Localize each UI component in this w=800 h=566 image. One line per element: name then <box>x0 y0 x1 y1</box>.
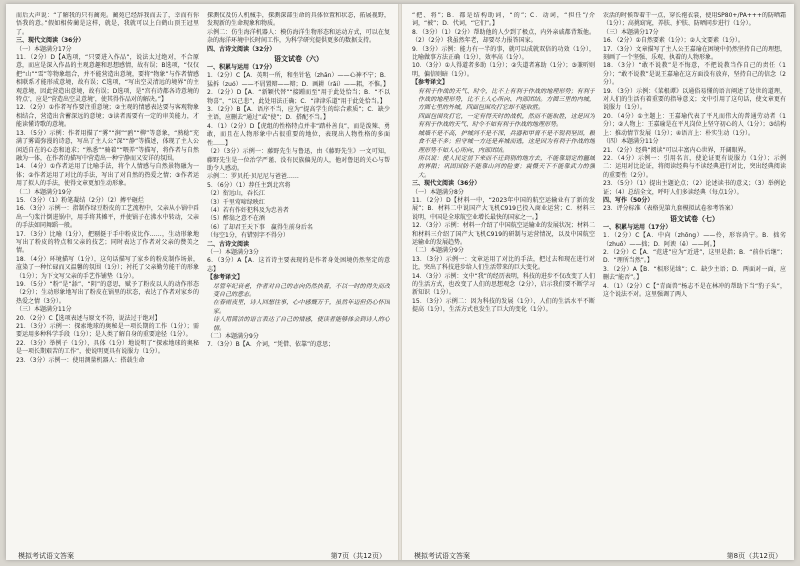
translation-paragraph: 在春雨夜里，诗人回想往事，心中感慨万千，虽然年迈但仍心怀国家。 <box>213 299 390 315</box>
answer-paragraph: （一）本题满分8分 <box>412 188 464 196</box>
answer-paragraph: （三）本题满分17分 <box>603 28 659 36</box>
answer-paragraph: 20．（2分）C【选项表述与原文不符，说法过于绝对】 <box>16 314 161 322</box>
answer-paragraph: 13．（3分）示例一：文章运用了对比的手法，把过去和现在进行对比，突出了科技进步给人们生活带来的巨大变化。 <box>412 255 595 272</box>
reference-heading: 【参考译文】 <box>412 79 449 87</box>
section-heading: 四、写作（50分） <box>603 196 654 204</box>
section-heading: 三、现代文阅读（36分） <box>412 180 481 188</box>
answer-sheet-scan <box>6 4 794 560</box>
answer-paragraph: 21．（2分）经典“阅读”可以丰富内心世界，开阔眼界。 <box>603 146 750 154</box>
answer-paragraph: 7．（3分）B【A．介词，“凭借、依靠”的意思； <box>207 341 335 349</box>
answer-paragraph: 3．（2分）A【B．“相形见绌”；C．缺少主语；D．两面对一面，应删去“能否”。】 <box>603 265 786 282</box>
answer-paragraph: （2）衔远山，吞长江 <box>207 190 265 198</box>
answer-paragraph: （四）本题满分11分 <box>603 138 659 146</box>
answer-paragraph: （二）本题满分9分 <box>412 247 464 255</box>
answer-paragraph: 示例二：罗贝托·贝尼尼与爸爸…… <box>207 173 299 181</box>
answer-paragraph: 1．（2分）C【A．英明一所，和坐针毡（zhān）——心神不宁；B．猛拆（zuó）——不屑置辩——辩；D．画耕（rǎi）——耜，不惟。】 <box>207 72 390 88</box>
answer-paragraph: 9．（3分）示例：能力有一半的事，就可以成就双倍的功效（1分），比喻做事方法正确（1分），效率高（1分）。 <box>412 45 595 62</box>
column-3 <box>412 12 595 534</box>
answer-paragraph: 2．（2分）C【A．“范进”应为“近进”，这里是指；B．“前仆后继”；D．“理所当然”。】 <box>603 248 786 265</box>
reference-heading: 【参考译文】 <box>207 274 244 282</box>
answer-paragraph: （5）醉翁之意不在酒 <box>207 215 265 223</box>
answer-paragraph: 11．（2分）D【材料一中，“2023年中国的航空运输业有了新的发展”；B．材料二中说国产大飞机C919已投入商业运营；C．材料三说明，中国是全球航空业增长最快的国家之一。】 <box>412 196 595 221</box>
answer-paragraph: （4）若有作奸犯科及为忠善者 <box>207 206 289 214</box>
section-heading: 四、古诗文阅读（32分） <box>207 45 276 53</box>
answer-paragraph: 1．（2分）C【A．中向（zhōng）——伶，形容尚宁。B．拙劣（zhuō）——拙；D．阿谀（ē）——阿。】 <box>603 232 786 248</box>
answer-paragraph: 14．（3分）示例：文中“我”的经历表明，科技的进步不仅改变了人们的生活方式，也改变了人们的思想观念（2分），启示我们要不断学习新知识（1分）。 <box>412 272 595 297</box>
answer-paragraph: （6）了却君王天下事 赢得生前身后名 <box>207 223 313 231</box>
footer-page-number: 第8页（共12页） <box>726 552 782 560</box>
translation-paragraph: 有利于作战的天气、时令，比不上有利于作战的地理形势；有利于作战的地理形势，比不上人心所向、内部团结。方圆三里的内城，方圆七里的外城，四面包围攻打它却不能取胜。 <box>418 87 595 112</box>
answer-paragraph: 18．（3分）“敢不说教”是不悔意，不把说教当作自己的责任（1分）；“敢不说教”是说王嘉瑜在这方面没有放弃，坚持自己的信念（2分）。 <box>603 62 786 87</box>
answer-paragraph: 10．（3分）①人得道者多助（1分）；②失道者寡助（1分）；③兼听则明，偏信则暗（1分）。 <box>412 62 595 78</box>
answer-paragraph: 2．（2分）D【A．“新颖代替”“接踵而至”用于此处恰当；B．“不以物喜”，“以己悲”，此处用法正确；C．“津津乐道”用于此处恰当。】 <box>207 89 390 105</box>
translation-paragraph: 所以说：使人民定居下来而不迁到别的地方去，不能靠划定的疆域的界限；巩固国防不能靠山河的险要；震慑天下不能靠武力的强大。 <box>418 154 595 179</box>
answer-paragraph: （二）本题满分9分 <box>207 333 259 341</box>
answer-paragraph: 16．（3分）示例一：指制作绿豆粉皮的工艺流程中，父亲从小锅中舀出一勺浆汁倒进锅中，用手将其摊平，并使锅子在沸水中转动，父亲的手法如同舞蹈一般。 <box>16 205 199 230</box>
column-4 <box>603 12 786 534</box>
answer-paragraph: 示例二：仿生海洋机器人：模仿海洋生物形态和运动方式，可以在复杂的海洋环境中长时间工作，为科学研究提供更多的数据支持。 <box>207 28 390 45</box>
answer-paragraph: （2）（3分）示例一：藤野先生与鲁迅，由《藤野先生》一文可知，藤野先生是一位治学严谨、没有民族偏见的人，他对鲁迅的关心与帮助令人感动。 <box>207 148 390 172</box>
answer-paragraph: 12．（3分）示例：材料一介绍了中国航空运输业的发展状况；材料二和材料三介绍了国产大飞机C919的研制与运营情况，以及中国航空运输业的发展趋势。 <box>412 222 595 246</box>
translation-paragraph: 诗人用简洁的语言表达了自己的情感，使读者能够体会到诗人的心情。 <box>213 316 390 332</box>
column-1 <box>16 12 199 534</box>
answer-paragraph: 4．（1）（2分）D【虎组的性格特点并非“踏朴善良”，而是泼辣、勇敢，而且在人物形象中占很重要的地位，表现出人物性格的多面性……】 <box>207 122 390 147</box>
answer-paragraph: 11．（2分）D【A选项，“只要进入作品”，说法太过绝对，不合原意，而应是深入作品的主观意趣和思想感情，故有误；B选项，“仅仅把“山”“雪”等物象组合，并不能营造出意境，要将“物象”与作者情感相联系才能形成意境，故有误；C选项，“写出空灵清远的境界”的主观意境，因此营造出意境，故有误；D选项，是“宫有诗都各诗意境的特点’，应是“营造出空灵意境’，使其得作品对的解决。”】 <box>16 54 199 104</box>
answer-paragraph: （二）本题满分19分 <box>16 188 72 196</box>
answer-paragraph: （三）本题满分11分 <box>16 306 72 314</box>
answer-paragraph: 15．（3分）示例二：因为科技的发展（1分），人们的生活水平不断提高（1分），生活方式也发生了巨大的变化（1分）。 <box>412 297 595 314</box>
answer-paragraph: 农活的时候帮着干一点，穿长袍衣裳，使用SP80+/PA+++的防晒霜（1分）；高挑窈窕，养肤、护肤、防晒同步进行（1分）。 <box>603 12 786 28</box>
answer-paragraph: （一）本题满分17分 <box>16 45 72 53</box>
section-heading: 一、积累与运用（17分） <box>603 223 672 231</box>
answer-paragraph: 19．（5分）“粉”是“舔”、“阴”的意思，赋予了粉皮以人的动作形态（2分）；生动形象地写出了粉皮在锅里的状态，表达了作者对家乡的热爱之情（3分）。 <box>16 281 199 305</box>
answer-paragraph: 8．（3分）（1）（2分）帮助他的人少到了极点，内外亲戚都背叛他。（2）（2分）我虽然年老，却要尽力报答国家。 <box>412 28 595 45</box>
translation-paragraph: 城墙不是不高，护城河不是不深，兵器和甲胄不是不锐利坚固，粮食不是不多；但守城一方还是弃城而逃，这是因为有利于作战的地理形势不如人心所向、内部团结。 <box>418 129 595 154</box>
page-left <box>6 4 398 560</box>
translation-paragraph: 四面包围攻打它，一定有得天时的战机，然而不能取胜，这是因为有利于作战的天气、时令不如有利于作战的地理形势。 <box>418 112 595 129</box>
answer-paragraph: 22．（3分）举例子（1分），具体（1分）地说明了“探索地球的奥秘是一项长期艰苦的工作”，使说明更具有说服力（1分）。 <box>16 339 199 356</box>
answer-paragraph: 17．（3分）比喻（1分），把剔挺于手中粉皮比作……，生动形象地写出了粉皮的特点和父亲的技艺；同时表达了作者对父亲的赞美之情。 <box>16 230 199 255</box>
answer-paragraph: 探测仪及仿人机械手，探测深部生命的具体位置和状态，拓展视野，发现新的生命现象和物质。 <box>207 12 390 28</box>
answer-paragraph: 14．（4分）①作者运用了比喻手法，将个人情感与自然景物融为一体；②作者运用了对比的手法，写出了对自然的热爱之情；③作者运用了拟人的手法，使得文章更加生动形象。 <box>16 163 199 188</box>
footer-page-number: 第7页（共12页） <box>330 552 386 560</box>
translation-paragraph: 尽管年纪衰老，作者对自己的志向仍然执着，不以一时的得失而改变自己的意志。 <box>213 282 390 298</box>
answer-paragraph: 而后大声说：“了解我的只有蔺苑。蔺苑已经辞我而去了，幸而有你悟我的意。”假如相传蔺是这样，就是，我就可以上白鹤山顶王冠里了。 <box>16 12 199 36</box>
answer-paragraph: 5．（6分）（1）荐任主到北宫将 <box>207 181 291 189</box>
answer-paragraph: 19．（3分）示例：《菜根谭》以通俗易懂的语言阐述了处世的道理，对人们的生活有着重要的指导意义；文中引用了这句话，使文章更有说服力（1分）。 <box>603 87 786 112</box>
section-heading: 三、现代文阅读（36分） <box>16 37 85 45</box>
paper-title: 语文试卷（六） <box>274 55 323 64</box>
answer-paragraph: 3．（2分）B【A．语序不当，应为“提高学生的综合素质”；C．缺少主语，应删去“通过”或“使”；D．搭配不当。】 <box>207 106 390 122</box>
answer-paragraph: 15．（3分）（1）粉笔凝结（2分）（2）搏平砸烂 <box>16 196 144 204</box>
answer-paragraph: 23．（5分）（1）提出主题论点；（2）论述读书的意义；（3）举例论证；（4）总结全文，呼吁人们多读经典（每点1分）。 <box>603 180 786 196</box>
answer-paragraph: 4．（1）（2分）C【“青面兽”杨志不是在林冲的帮助下当“豹子头”，这个说法不对。这里强调了两人 <box>603 282 786 298</box>
answer-paragraph: 17．（3分）文章描写了主人公王嘉瑜在困境中仍然坚持自己的理想，刻画了一个坚强、乐观、执着的人物形象。 <box>603 45 786 62</box>
paper-title: 语文试卷（七） <box>670 214 719 223</box>
section-heading: 二、古诗文阅读 <box>207 240 250 248</box>
answer-paragraph: 13．（5分）示例：作者用描了“雾”“涧”“鸥”“柳”等意象，“熟稔”充满了雾霭弥漫的诗意，写出了主人公“深”“静”等描述，体现了主人公闲适自在的心态和追求；“熟悉”“骑着”“喂养”等描写，将作者与自然融为一体，在作者的描写中营造出一种宁静而又安详的氛围。 <box>16 129 199 162</box>
footer-title: 模拟考试语文答案 <box>414 552 470 560</box>
answer-paragraph: 22．（4分）示例一：引用名言，使论证更有说服力（1分）；示例二：运用对比论证，将阅读经典与不读经典进行对比，突出经典阅读的重要性（2分）。 <box>603 154 786 179</box>
answer-paragraph: 20．（4分）①主题上：王嘉瑜代表了平凡而伟大的普通劳动者（1分）；②人物上：王嘉瑜是在平凡岗位上坚守初心的人（1分）；③结构上：推动情节发展（1分）；④语言上：朴实生动（1分）。 <box>603 112 786 137</box>
answer-paragraph: 6．（3分）A【A．这首诗主要表现的是作者身处困境仍然坚定的意志】 <box>207 257 390 273</box>
answer-paragraph: 23．评分标准（表格见第九套模拟试卷参考答案） <box>603 205 737 213</box>
footer-title: 模拟考试语文答案 <box>18 552 74 560</box>
section-heading: 一、积累与运用（17分） <box>207 64 276 72</box>
page-right <box>402 4 794 560</box>
answer-paragraph: 16．（2分）①自然要素（1分）；②人文要素（1分）。 <box>603 37 744 45</box>
answer-paragraph: （每空1分，有错别字不得分） <box>207 232 289 240</box>
answer-paragraph: 23．（3分）示例一：使用测量机器人：搭载生命 <box>16 356 145 364</box>
answer-paragraph: 12．（2分）①作者写作要注重意境；②主观的情感表达要与客观物象相结合，营造出含蓄深远的意境；③读者需要有一定的审美能力，才能读懂诗歌的意境。 <box>16 104 199 129</box>
answer-paragraph: 18．（4分）环境描写（1分），这句话描写了家乡的粉皮制作场景，渲染了一种忙碌而又温馨的氛围（1分）；衬托了父亲勤劳能干的形象（1分）；为下文写父亲的手艺作铺垫（1分）。 <box>16 255 199 280</box>
answer-paragraph: （一）本题满分3分 <box>207 248 259 256</box>
column-2 <box>207 12 390 534</box>
answer-paragraph: 21．（3分）示例一：探索地球的奥秘是一项长期的工作（1分）；需要运用多种科学手段（1分）；是人类了解自身的重要途径（1分）。 <box>16 323 199 339</box>
answer-paragraph: “把、将”；B．都是结构助词，“的”；C．动词，“担任”/介词，“被”；D．代词，“它们”。】 <box>412 12 595 28</box>
answer-paragraph: （3）千里莺啼绿映红 <box>207 198 265 206</box>
